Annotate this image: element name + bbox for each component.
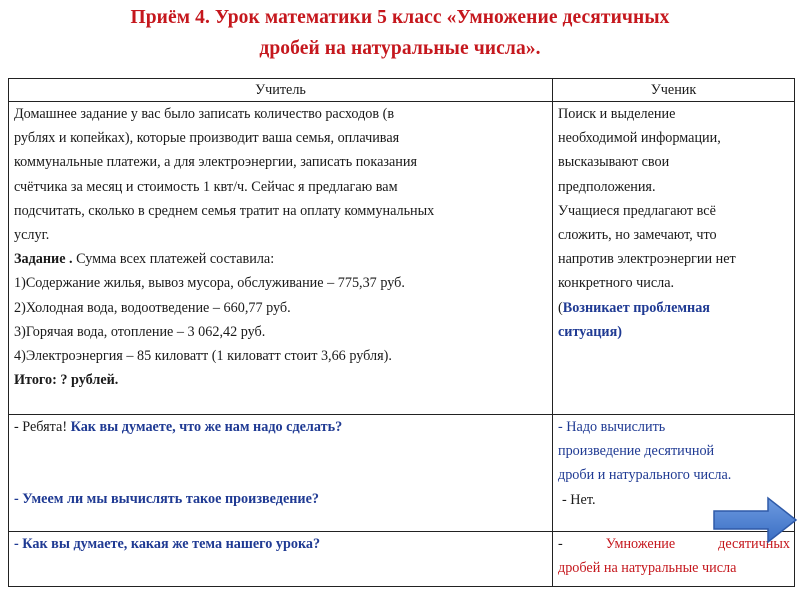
payment-item: 3)Горячая вода, отопление – 3 062,42 руб. bbox=[14, 323, 266, 340]
teacher-text-line: подсчитать, сколько в среднем семья тратит на оплату коммунальных bbox=[14, 202, 435, 219]
teacher-question-2: - Умеем ли мы вычислять такое произведение? bbox=[14, 491, 320, 508]
table-row bbox=[9, 532, 795, 587]
teacher-text-line: счётчика за месяц и стоимость 1 квт/ч. Сейчас я предлагаю вам bbox=[14, 178, 398, 195]
slide-title-line-1: Приём 4. Урок математики 5 класс «Умножение десятичных bbox=[130, 7, 670, 28]
problem-text-1: Возникает проблемная bbox=[562, 299, 710, 316]
payment-item: 1)Содержание жилья, вывоз мусора, обслуживание – 775,37 руб. bbox=[14, 275, 405, 292]
teacher-prefix: - Ребята! bbox=[14, 419, 71, 435]
payment-item: 2)Холодная вода, водоотведение – 660,77 руб. bbox=[14, 299, 291, 316]
lesson-topic-question: - Как вы думаете, какая же тема нашего урока? bbox=[14, 536, 321, 552]
problem-open-paren: ( bbox=[558, 299, 563, 316]
student-answer-line: - Надо вычислить bbox=[558, 419, 666, 435]
problem-line-1 bbox=[558, 296, 790, 320]
slide-title-line-2: дробей на натуральные числа». bbox=[259, 38, 541, 59]
header-student: Ученик bbox=[553, 79, 795, 102]
topic-word-1: Умножение bbox=[605, 536, 676, 552]
table-header-row bbox=[9, 79, 795, 102]
student-text-line: Поиск и выделение bbox=[558, 106, 676, 122]
teacher-text-line: коммунальные платежи, а для электроэнергии, записать показания bbox=[14, 154, 417, 171]
student-text-line: сложить, но замечают, что bbox=[558, 227, 717, 244]
lesson-table bbox=[8, 78, 795, 587]
row1-student-cell bbox=[553, 102, 795, 415]
teacher-text-line: рублях и копейках), которые производит ваша семья, оплачивая bbox=[14, 130, 400, 147]
teacher-question: Как вы думаете, что же нам надо сделать? bbox=[70, 419, 343, 435]
table-row bbox=[9, 415, 795, 532]
student-answer-line: произведение десятичной bbox=[558, 443, 715, 460]
student-text-line: напротив электроэнергии нет bbox=[558, 251, 736, 268]
student-text-line: высказывают свои bbox=[558, 154, 670, 171]
total-line: Итого: ? рублей. bbox=[14, 372, 119, 389]
student-answer-line: дроби и натурального числа. bbox=[558, 467, 732, 484]
table-row bbox=[9, 102, 795, 415]
row2-teacher-cell bbox=[9, 415, 553, 532]
topic-word-2: десятичных bbox=[718, 536, 790, 552]
task-line bbox=[14, 247, 548, 271]
student-text-line: Учащиеся предлагают всё bbox=[558, 202, 716, 219]
problem-text-2: ситуация) bbox=[558, 323, 623, 340]
row1-teacher-cell bbox=[9, 102, 553, 415]
student-text-line: предположения. bbox=[558, 178, 656, 195]
student-text-line: необходимой информации, bbox=[558, 130, 721, 147]
slide-title bbox=[0, 2, 800, 64]
task-text: Сумма всех платежей составила: bbox=[72, 251, 275, 268]
next-arrow-icon[interactable] bbox=[712, 496, 798, 544]
student-text-line: конкретного числа. bbox=[558, 275, 675, 292]
task-label: Задание . bbox=[14, 251, 73, 268]
payment-item: 4)Электроэнергия – 85 киловатт (1 киловатт стоит 3,66 рубля). bbox=[14, 348, 392, 365]
teacher-question-line bbox=[14, 415, 548, 439]
lesson-topic-line-2: дробей на натуральные числа bbox=[558, 560, 737, 577]
row3-teacher-cell bbox=[9, 532, 553, 587]
topic-dash: - bbox=[558, 536, 563, 552]
teacher-text-line: Домашнее задание у вас было записать количество расходов (в bbox=[14, 106, 395, 122]
header-teacher: Учитель bbox=[9, 79, 553, 102]
teacher-text-line: услуг. bbox=[14, 227, 50, 244]
student-no: - Нет. bbox=[562, 491, 596, 508]
